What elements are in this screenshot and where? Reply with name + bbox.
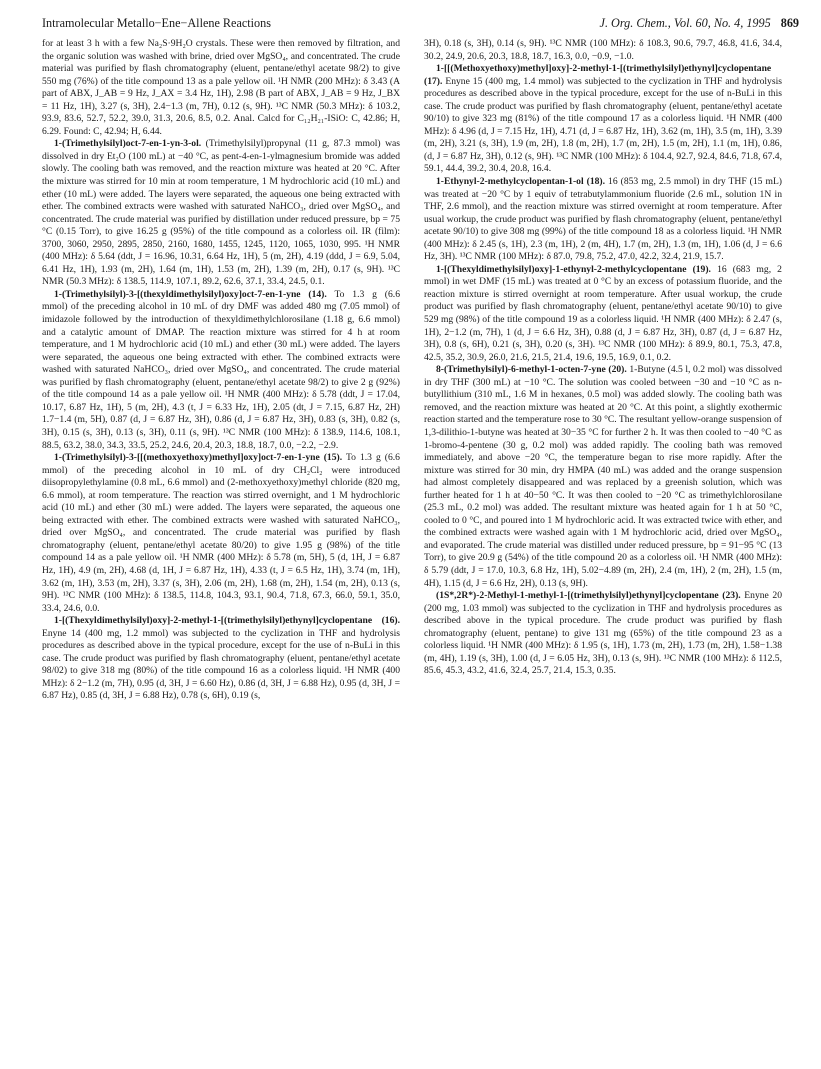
compound-heading: 8-(Trimethylsilyl)-6-methyl-1-octen-7-yne (20).: [436, 364, 627, 376]
paragraph: [42, 615, 400, 703]
compound-heading: 1-[(Thexyldimethylsilyl)oxy]-1-ethynyl-2-methylcyclopentane (19).: [436, 263, 711, 275]
paragraph-body: (Trimethylsilyl)propynal (11 g, 87.3 mmol) was dissolved in dry Et₂O (100 mL) at −40 °C, as pent-4-en-1-ylmagnesium bromide was added slowly. The cooling bath was removed, and the reaction mixture was heated at 20 °C. After the mixture was stirred for 10 min at room temperature, 1 M hydrochloric acid (10 mL) and ether (10 mL) were added. The layers were separated, the aqueous one being extracted with ether. The combined extracts were washed with saturated NaHCO₃, dried over MgSO₄, and concentrated. The crude material was purified by distillation under reduced pressure, bp = 75 °C (0.15 Torr), to give 16.25 g (95%) of the title compound as a colorless oil. IR (film): 3700, 3060, 2950, 2895, 2850, 2160, 1680, 1455, 1245, 1120, 1065, 1030, 995. ¹H NMR (400 MHz): δ 5.64 (ddt, J = 16.96, 10.31, 6.64 Hz, 1H), 5 (m, 2H), 4.19 (ddd, J = 6.9, 5.04, 6.41 Hz, 1H), 1.93 (m, 2H), 1.64 (m, 1H), 1.53 (m, 2H), 1.39 (m, 2H), 0.17 (s, 9H). ¹³C NMR (50.3 MHz): δ 138.5, 114.9, 107.1, 89.2, 62.6, 37.1, 33.4, 24.5, 0.1.: [42, 138, 400, 288]
paragraph-body: To 1.3 g (6.6 mmol) of the preceding alcohol in 10 mL of dry DMF was added 480 mg (7.05 mmol) of imidazole followed by the introduction of thexyldimethylchlorosilane (1.18 g, 6.6 mmol) and a catalytic amount of DMAP. The reaction mixture was stirred for 4 h at room temperature, and 1 M hydrochloric acid (10 mL) and ether (30 mL) were added. The layers were separated, the aqueous one being extracted with ether. The combined extracts were washed with saturated NaHCO₃, dried over MgSO₄, and concentrated. The crude material was purified by flash chromatography (eluent, pentane/ethyl acetate 98/2) to give 2 g (92%) of the title compound 14 as a pale yellow oil. ¹H NMR (400 MHz): δ 5.78 (ddt, J = 17.04, 10.17, 6.87 Hz, 1H), 5 (m, 2H), 4.3 (t, J = 6.33 Hz, 1H), 2.05 (dt, J = 7.15, 6.87 Hz, 2H) 1.7−1.4 (m, 5H), 0.87 (d, J = 6.87 Hz, 3H), 0.86 (d, J = 6.87 Hz, 3H), 0.83 (s, 3H), 0.82 (s, 3H), 0.15 (s, 3H), 0.13 (s, 3H), 0.11 (s, 9H). ¹³C NMR (100 MHz): δ 138.9, 114.6, 108.1, 88.5, 63.2, 38.0, 34.3, 33.5, 25.2, 24.6, 20.4, 20.3, 18.8, 18.7, 0.0, −2.2, −2.9.: [42, 288, 400, 451]
paragraph-body: To 1.3 g (6.6 mmol) of the preceding alcohol in 10 mL of dry CH₂Cl₂ were introduced diisopropylethylamine (0.8 mL, 6.6 mmol) and (2-methoxyethoxy)methyl chloride (820 mg, 6.6 mmol), at room temperature. The reaction was stirred overnight, and 1 M hydrochloric acid (10 mL) and ether (30 mL) were added. The layers were separated, the aqueous one being extracted with ether. The combined extracts were washed with saturated NaHCO₃, dried over MgSO₄, and concentrated. The crude material was purified by flash chromatography (eluent, pentane/ethyl acetate 80/20) to give 1.95 g (98%) of the title compound 14 as a pale yellow oil. ¹H NMR (400 MHz): δ 5.78 (m, 5H), 5 (d, 1H, J = 6.87 Hz, 1H), 4.9 (m, 2H), 4.68 (d, 1H, J = 6.87 Hz, 1H), 4.33 (t, J = 6.5 Hz, 1H), 3.74 (m, 1H), 3.62 (m, 1H), 3.53 (m, 2H), 3.37 (s, 3H), 2.06 (m, 2H), 1.68 (m, 2H), 1.54 (m, 2H), 0.13 (s, 9H). ¹³C NMR (100 MHz): δ 138.5, 114.8, 104.3, 93.1, 90.4, 71.8, 67.3, 66.0, 59.1, 35.0, 33.4, 24.6, 0.0.: [42, 452, 400, 614]
paragraph: [424, 264, 782, 364]
right-column: [424, 38, 782, 1053]
left-column: [42, 38, 400, 1053]
paragraph-body: Enyne 15 (400 mg, 1.4 mmol) was subjected to the cyclization in THF and hydrolysis procedures as described above in the typical procedure, except for the use of n-BuLi in this case. The crude product was purified by flash chromatography (eluent, pentane/ethyl acetate 90/10) to give 323 mg (81%) of the title compound 17 as a colorless liquid. ¹H NMR (400 MHz): δ 4.96 (d, J = 7.15 Hz, 1H), 4.71 (d, J = 6.87 Hz, 1H), 3.62 (m, 1H), 3.5 (m, 1H), 3.39 (m, 2H), 3.21 (s, 3H), 1.9 (m, 2H), 1.8 (m, 2H), 1.7 (m, 2H), 1.5 (m, 2H), 1.1 (m, 1H), 0.86, (d, J = 6.87 Hz, 3H), 0.12 (s, 9H). ¹³C NMR (100 MHz): δ 104.4, 92.7, 92.4, 84.6, 71.8, 67.4, 59.1, 44.4, 39.2, 30.4, 20.8, 16.4.: [424, 75, 782, 175]
compound-heading: 1-(Trimethylsilyl)oct-7-en-1-yn-3-ol.: [54, 138, 202, 150]
paragraph-body: 1-Butyne (4.5 l, 0.2 mol) was dissolved in dry THF (300 mL) at −10 °C. The solution was cooled between −30 and −10 °C as n-butyllithium (310 mL, 1.6 M in hexanes, 0.5 mol) was added slowly. The cooling bath was removed, and the reaction mixture was heated at 20 °C. At this point, a slightly exothermic reaction started and the temperature rose to 30 °C. The resultant yellow-orange suspension of 1,3-dilithio-1-butyne was heated at 30−35 °C for further 2 h. It was then cooled to −40 °C as 1-bromo-4-pentene (30 g, 0.2 mol) was added rapidly. The cooling bath was removed immediately, and above −20 °C, the temperature began to rise more rapidly. After the mixture was stirred for 30 min, dry HMPA (40 mL) was added and the orange suspension had almost completely disappeared and was replaced by a greenish solution, which was further heated for 1 h at 40−50 °C. It was then cooled to −20 °C as trimethylchlorosilane (25.3 mL, 0.2 mol) was added. The resultant mixture was heated again for 1 h at 50 °C, cooled to 0 °C, and poured into 1 M hydrochloric acid. It was extracted twice with ether, and the combined extracts were washed again with 1 M hydrochloric acid, dried over MgSO₄, and evaporated. The crude material was distilled under reduced pressure, bp = 91−95 °C (13 Torr), to give 20.9 g (54%) of the title compound 20 as a colorless oil. ¹H NMR (400 MHz): δ 5.79 (ddt, J = 17.0, 10.3, 6.8 Hz, 1H), 5.02−4.89 (m, 2H), 2.4 (m, 1H), 2 (m, 2H), 1.5 (m, 4H), 1.15 (d, J = 6.6 Hz, 2H), 0.13 (s, 9H).: [424, 364, 782, 589]
paragraph: [42, 38, 400, 138]
paragraph-body: 16 (683 mg, 2 mmol) in wet DMF (15 mL) was treated at 0 °C by an excess of potassium fluoride, and the reaction mixture is stirred overnight at room temperature. After usual workup, the crude product was purified by flash chromatography (eluent, pentane/ethyl acetate 90/10) to give 529 mg (98%) of the title compound 19 as a colorless liquid. ¹H NMR (400 MHz): δ 2.47 (s, 1H), 2−1.2 (m, 7H), 1 (d, J = 6.6 Hz, 3H), 0.88 (d, J = 6.87 Hz, 3H), 0.87 (d, J = 6.87 Hz, 3H), 0.8 (s, 6H), 0.21 (s, 3H), 0.20 (s, 3H). ¹³C NMR (100 MHz): δ 89.9, 80.1, 75.3, 47.8, 42.5, 35.2, 30.9, 26.0, 21.6, 21.5, 21.4, 19.6, 19.5, 16.9, 0.1, 0.2.: [424, 263, 782, 363]
compound-heading: 1-(Trimethylsilyl)-3-[(thexyldimethylsilyl)oxy]oct-7-en-1-yne (14).: [54, 288, 327, 300]
paragraph-body: 16 (853 mg, 2.5 mmol) in dry THF (15 mL) was treated at −20 °C by 1 equiv of tetrabutylammonium fluoride (2.6 mL, solution 1N in THF, 2.6 mmol), and the reaction mixture was stirred overnight at room temperature. After usual workup, the crude product was purified by flash chromatography (eluent, pentane/ethyl acetate 90/10) to give 308 mg (99%) of the title compound 18 as a colorless liquid. ¹H NMR (400 MHz): δ 2.45 (s, 1H), 2.3 (m, 1H), 2 (m, 4H), 1.7 (m, 2H), 1.3 (m, 1H), 1.06 (d, J = 6.6 Hz, 3H). ¹³C NMR (100 MHz): δ 87.0, 79.8, 75.2, 47.0, 42.2, 32.4, 21.9, 15.7.: [424, 176, 782, 263]
journal-citation: [600, 16, 799, 31]
paragraph: [424, 364, 782, 590]
paragraph-body: Enyne 14 (400 mg, 1.2 mmol) was subjected to the cyclization in THF and hydrolysis procedures as described above in the typical procedure, except for the use of n-BuLi in this case. The crude product was purified by flash chromatography (eluent, pentane/ethyl acetate 98/02) to give 318 mg (80%) of the title compound 16 as a colorless liquid. ¹H NMR (400 MHz): δ 2−1.2 (m, 7H), 0.95 (d, 3H, J = 6.60 Hz), 0.86 (d, 3H, J = 6.88 Hz), 0.95 (d, 3H, J = 6.87 Hz), 0.85 (d, 3H, J = 6.88 Hz), 0.78 (s, 6H), 0.19 (s,: [42, 627, 400, 702]
paragraph-body: for at least 3 h with a few Na₂S·9H₂O crystals. These were then removed by filtration, and the organic solution was washed with brine, dried over MgSO₄, and concentrated. The crude material was purified by flash chromatography (eluent, pentane/ethyl acetate 98/2) to give 550 mg (76%) of the title compound 13 as a pale yellow oil. ¹H NMR (200 MHz): δ 3.43 (A part of ABX, J_AB = 9 Hz, J_AX = 3.4 Hz, 1H), 2.98 (B part of ABX, J_AB = 9 Hz, J_BX = 11 Hz, 1H), 3.27 (s, 3H), 2.4−1.3 (m, 7H), 0.12 (s, 9H). ¹³C NMR (50.3 MHz): δ 103.2, 93.9, 83.6, 52.7, 52.2, 39.0, 31.3, 20.6, 8.5, 0.2. Anal. Calcd for C₁₂H₂₁-ISiO: C, 42.86; H, 6.29. Found: C, 42.94; H, 6.44.: [42, 38, 400, 137]
paragraph: [424, 38, 782, 63]
paragraph-body: 3H), 0.18 (s, 3H), 0.14 (s, 9H). ¹³C NMR (100 MHz): δ 108.3, 90.6, 79.7, 46.8, 41.6, 34.4, 30.2, 24.9, 20.6, 20.3, 18.8, 18.7, 16.3, 0.0, −0.9, −1.0.: [424, 38, 782, 62]
compound-heading: (1S*,2R*)-2-Methyl-1-methyl-1-[(trimethylsilyl)ethynyl]cyclopentane (23).: [436, 590, 741, 602]
compound-heading: 1-Ethynyl-2-methylcyclopentan-1-ol (18).: [436, 176, 606, 188]
compound-heading: 1-[[(Methoxyethoxy)methyl]oxy]-2-methyl-1-[(trimethylsilyl)ethynyl]cyclopentane (17).: [424, 63, 772, 87]
running-title: Intramolecular Metallo−Ene−Allene Reactions: [42, 16, 271, 30]
compound-heading: 1-(Trimethylsilyl)-3-[[(methoxyethoxy)methyl]oxy]oct-7-en-1-yne (15).: [54, 452, 343, 464]
compound-heading: 1-[(Thexyldimethylsilyl)oxy]-2-methyl-1-[(trimethylsilyl)ethynyl]cyclopentane (16).: [54, 615, 400, 627]
journal-reference: J. Org. Chem., Vol. 60, No. 4, 1995: [599, 16, 771, 30]
page-number: 869: [780, 16, 799, 30]
paragraph: [424, 63, 782, 176]
paragraph: [42, 289, 400, 452]
paragraph-body: Enyne 20 (200 mg, 1.03 mmol) was subjected to the cyclization in THF and hydrolysis procedures as described above in the typical procedure. The crude product was purified by flash chromatography (eluent, pentane) to give 131 mg (65%) of the title compound 23 as a colorless liquid. ¹H NMR (400 MHz): δ 1.95 (s, 1H), 1.73 (m, 2H), 1.73 (m, 2H), 1.58−1.38 (m, 4H), 1.19 (s, 3H), 1.00 (d, J = 6.05 Hz, 3H), 0.13 (s, 9H). ¹³C NMR (100 MHz): δ 112.5, 85.6, 45.3, 43.2, 41.6, 32.4, 25.7, 21.4, 15.3, 0.35.: [424, 590, 782, 677]
running-header: [42, 16, 799, 34]
paragraph: [42, 138, 400, 289]
paragraph: [424, 176, 782, 264]
paragraph: [424, 590, 782, 678]
paragraph: [42, 452, 400, 615]
